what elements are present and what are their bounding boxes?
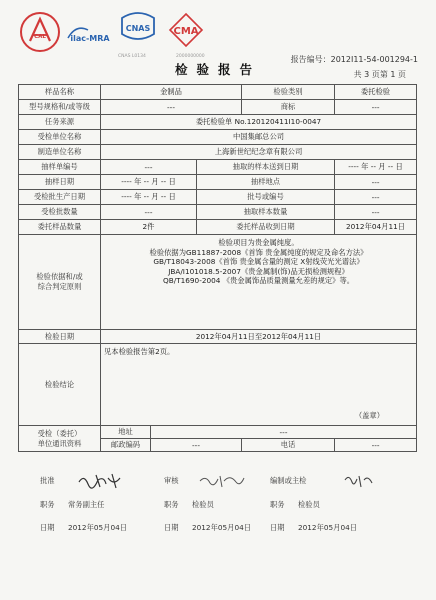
model-label: 型号规格和/或等级 (19, 100, 101, 115)
basis-label-line-2: 综合判定原则 (37, 282, 82, 291)
cnas-caption: CNAS L0134 (118, 54, 146, 59)
header-logos (18, 10, 208, 58)
postcode-value: --- (151, 439, 242, 452)
approve-date: 2012年05月04日 (68, 523, 128, 532)
svg-text:CAL: CAL (34, 34, 46, 40)
entrust-qty-value: 2件 (101, 220, 197, 235)
compile-date-label: 日期 (270, 523, 285, 532)
svg-text:ilac-MRA: ilac-MRA (70, 34, 110, 43)
batch-no-value: --- (335, 190, 417, 205)
basis-label (19, 235, 101, 330)
reviewer-signature (196, 472, 248, 490)
svg-text:CMA: CMA (173, 26, 199, 37)
svg-text:CNAS: CNAS (125, 24, 151, 33)
batch-no-label: 批号或编号 (197, 190, 335, 205)
sample-delivery-date-value: ---- 年 -- 月 -- 日 (335, 160, 417, 175)
reviewer-title: 检验员 (192, 500, 214, 509)
date-row (18, 523, 416, 537)
trademark-value: --- (335, 100, 417, 115)
basis-content (101, 235, 417, 330)
address-value: --- (151, 426, 417, 439)
batch-qty-label: 受检批数量 (19, 205, 101, 220)
reviewer-title-label: 职务 (164, 500, 179, 509)
approver-signature (76, 472, 126, 490)
inspection-type-label: 检验类别 (242, 85, 335, 100)
sampling-date-value: ---- 年 -- 月 -- 日 (101, 175, 197, 190)
batch-qty-value: --- (101, 205, 197, 220)
sample-qty-label: 抽取样本数量 (197, 205, 335, 220)
page-info: 共 3 页第 1 页 (353, 70, 406, 79)
approve-date-label: 日期 (40, 523, 55, 532)
cma-caption: 2000000000 (176, 54, 205, 59)
production-date-value: ---- 年 -- 月 -- 日 (101, 190, 197, 205)
review-date-label: 日期 (164, 523, 179, 532)
basis-label-line-1: 检验依据和/或 (36, 272, 83, 281)
contact-label-line-2: 单位通讯资料 (37, 438, 82, 448)
signature-block (18, 472, 416, 572)
sampling-date-label: 抽样日期 (19, 175, 101, 190)
approver-title-label: 职务 (40, 500, 55, 509)
report-title: 检验报告 (174, 62, 261, 77)
title-row (18, 500, 416, 514)
manufacturer-label: 制造单位名称 (19, 145, 101, 160)
cnas-logo-icon (118, 10, 158, 54)
entrust-qty-label: 委托样品数量 (19, 220, 101, 235)
entrust-date-label: 委托样品收到日期 (197, 220, 335, 235)
trademark-label: 商标 (242, 100, 335, 115)
contact-label (19, 426, 101, 452)
cal-logo-icon (18, 10, 62, 54)
postcode-label: 邮政编码 (101, 439, 151, 452)
compiler-signature (342, 472, 376, 490)
sample-delivery-date-label: 抽取的样本送到日期 (197, 160, 335, 175)
approve-label: 批准 (40, 476, 55, 485)
compile-date: 2012年05月04日 (298, 523, 358, 532)
conclusion-label: 检验结论 (19, 344, 101, 426)
basis-line: GB/T18043-2008《首饰 贵金属含量的测定 X射线荧光光谱法》 (153, 257, 364, 267)
review-date: 2012年05月04日 (192, 523, 252, 532)
signer-row (18, 476, 416, 490)
client-value: 中国集邮总公司 (101, 130, 417, 145)
seal-label: （盖章） (354, 411, 385, 420)
review-label: 审核 (164, 476, 179, 485)
production-date-label: 受检批生产日期 (19, 190, 101, 205)
conclusion-text: 见本检验报告第2页。 (104, 347, 175, 356)
conclusion-content (101, 344, 417, 426)
sample-name-value: 金制品 (101, 85, 242, 100)
approver-title: 常务副主任 (68, 500, 105, 509)
basis-line: 检验项目为贵金属纯度。 (218, 238, 299, 247)
phone-value: --- (335, 439, 417, 452)
sample-qty-value: --- (335, 205, 417, 220)
inspection-date-value: 2012年04月11日至2012年04月11日 (101, 330, 417, 344)
sampling-no-label: 抽样单编号 (19, 160, 101, 175)
client-label: 受检单位名称 (19, 130, 101, 145)
inspection-type-value: 委托检验 (335, 85, 417, 100)
basis-line: 检验依据为GB11887-2008《首饰 贵金属纯度的规定及命名方法》 (149, 247, 368, 257)
compiler-title-label: 职务 (270, 500, 285, 509)
contact-label-line-1: 受检（委托） (37, 428, 82, 438)
address-label: 地址 (101, 426, 151, 439)
ilac-mra-logo-icon (66, 20, 114, 48)
report-number: 报告编号：2012I11-54-001294-1 (290, 55, 418, 64)
cma-logo-icon (166, 10, 206, 54)
sampling-no-value: --- (101, 160, 197, 175)
basis-line: JBA/I101018.5-2007《贵金属制(饰)品无损检测规程》 (168, 266, 349, 276)
manufacturer-value: 上海新世纪纪念章有限公司 (101, 145, 417, 160)
compiler-title: 检验员 (298, 500, 320, 509)
basis-line: QB/T1690-2004 《贵金属饰品质量测量允差的规定》等。 (162, 276, 355, 286)
task-source-value: 委托检验单 No.120120411I10-0047 (101, 115, 417, 130)
sampling-place-label: 抽样地点 (197, 175, 335, 190)
task-source-label: 任务来源 (19, 115, 101, 130)
phone-label: 电话 (242, 439, 335, 452)
model-value: --- (101, 100, 242, 115)
inspection-date-label: 检验日期 (19, 330, 101, 344)
sampling-place-value: --- (335, 175, 417, 190)
entrust-date-value: 2012年04月11日 (335, 220, 417, 235)
report-table (18, 84, 417, 452)
compile-label: 编制或主检 (270, 476, 307, 485)
sample-name-label: 样品名称 (19, 85, 101, 100)
